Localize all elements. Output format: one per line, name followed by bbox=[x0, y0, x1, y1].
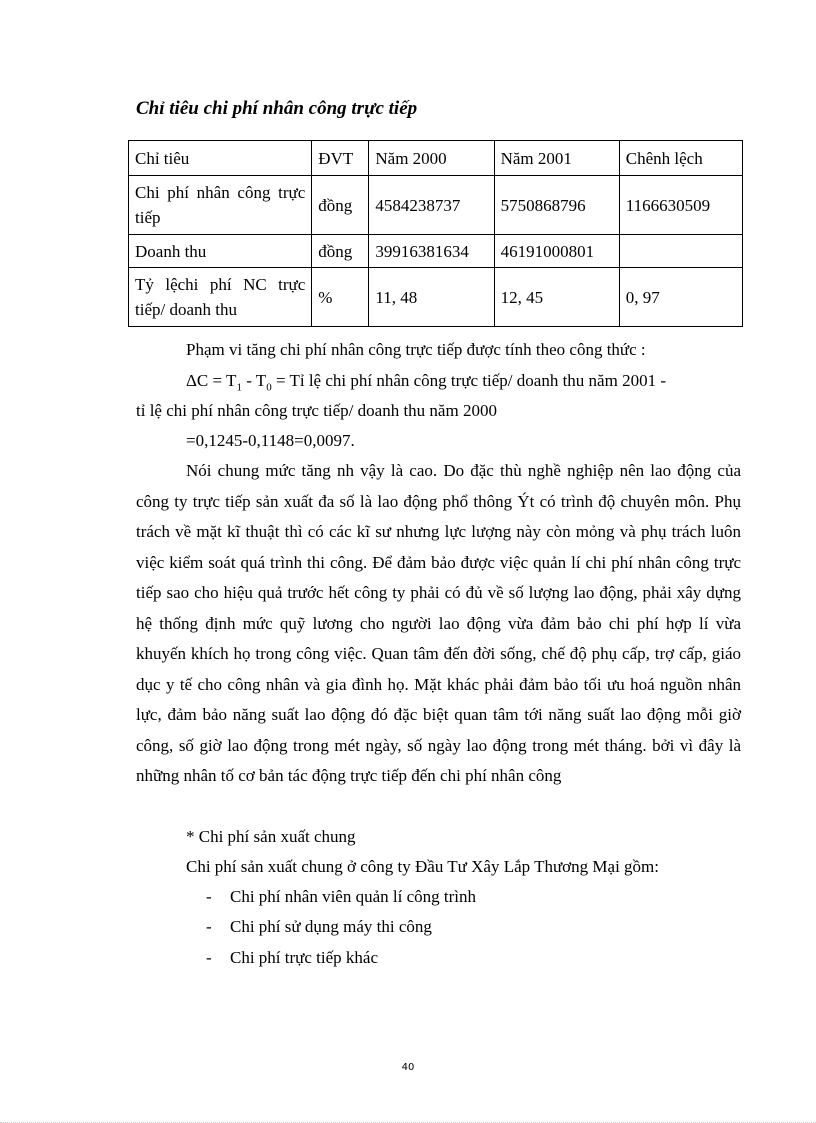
bullet-dash: - bbox=[206, 917, 212, 936]
table-cell: 39916381634 bbox=[369, 235, 494, 268]
labor-cost-table bbox=[128, 140, 743, 327]
list-item bbox=[206, 887, 476, 907]
table-row bbox=[129, 176, 743, 235]
table-header-cell: Năm 2000 bbox=[369, 141, 494, 176]
table-row bbox=[129, 268, 743, 327]
subscript-one: 1 bbox=[236, 381, 242, 394]
list-item bbox=[206, 948, 378, 968]
table-row bbox=[129, 235, 743, 268]
section-intro: Chi phí sản xuất chung ở công ty Đầu Tư Xây Lắp Thương Mại gồm: bbox=[186, 857, 659, 876]
minus-t-label: - T bbox=[241, 371, 267, 390]
bullet-dash: - bbox=[206, 948, 212, 967]
table-cell bbox=[619, 235, 742, 268]
section-heading: Chỉ tiêu chi phí nhân công trực tiếp bbox=[136, 98, 418, 119]
formula-equation-continuation: tỉ lệ chi phí nhân công trực tiếp/ doanh thu năm 2000 bbox=[136, 401, 497, 420]
equation-text: = Tỉ lệ chi phí nhân công trực tiếp/ doanh thu năm 2001 - bbox=[271, 371, 666, 390]
table-header-cell: Chênh lệch bbox=[619, 141, 742, 176]
formula-intro: Phạm vi tăng chi phí nhân công trực tiếp được tính theo công thức : bbox=[186, 340, 646, 359]
table-cell: 1166630509 bbox=[619, 176, 742, 235]
table-cell: đồng bbox=[312, 235, 369, 268]
delta-c-label: ΔC = T bbox=[186, 371, 237, 390]
bullet-dash: - bbox=[206, 887, 212, 906]
table-cell: 12, 45 bbox=[494, 268, 619, 327]
table-cell: Doanh thu bbox=[129, 235, 312, 268]
section-title: * Chi phí sản xuất chung bbox=[186, 827, 356, 846]
table-cell: Chi phí nhân công trực tiếp bbox=[129, 176, 312, 235]
page-number: 40 bbox=[401, 1062, 415, 1073]
table-cell: 46191000801 bbox=[494, 235, 619, 268]
table-cell: 5750868796 bbox=[494, 176, 619, 235]
subscript-zero: 0 bbox=[266, 381, 272, 394]
table-cell: đồng bbox=[312, 176, 369, 235]
table-cell: % bbox=[312, 268, 369, 327]
table-header-cell: Năm 2001 bbox=[494, 141, 619, 176]
list-item bbox=[206, 917, 432, 937]
table-header-row bbox=[129, 141, 743, 176]
list-item-text: Chi phí trực tiếp khác bbox=[230, 948, 379, 967]
table-header-cell: ĐVT bbox=[312, 141, 369, 176]
formula-result: =0,1245-0,1148=0,0097. bbox=[186, 431, 355, 450]
table-header-cell: Chỉ tiêu bbox=[129, 141, 312, 176]
body-paragraph: Nói chung mức tăng nh vậy là cao. Do đặc thù nghề nghiệp nên lao động của công ty trực tiếp sản xuất đa số là lao động phổ thông Ýt có trình độ chuyên môn. Phụ trách về mặt kĩ thuật thì có các kĩ sư nhưng lực lượng này còn mỏng và phụ trách luôn việc kiểm soát quá trình thi công. Để đảm bảo được việc quản lí chi phí nhân công trực tiếp sao cho hiệu quả trước hết công ty phải có đủ về số lượng lao động, phải xây dựng hệ thống định mức quỹ lương cho người lao động vừa đảm bảo chi phí hợp lí vừa khuyến khích họ trong công việc. Quan tâm đến đời sống, chế độ phụ cấp, trợ cấp, giáo dục y tế cho công nhân và gia đình họ. Mặt khác phải đảm bảo tối ưu hoá nguồn nhân lực, đảm bảo năng suất lao động đó đặc biệt quan tâm tới năng suất lao động mỗi giờ công, số giờ lao động trong mét ngày, số ngày lao động trong mét tháng. bởi vì đây là những nhân tố cơ bản tác động trực tiếp đến chi phí nhân công bbox=[136, 461, 741, 785]
table-cell: 11, 48 bbox=[369, 268, 494, 327]
table-cell: 4584238737 bbox=[369, 176, 494, 235]
list-item-text: Chi phí sử dụng máy thi công bbox=[230, 917, 432, 936]
table-cell: Tỷ lệchi phí NC trực tiếp/ doanh thu bbox=[129, 268, 312, 327]
table-cell: 0, 97 bbox=[619, 268, 742, 327]
list-item-text: Chi phí nhân viên quản lí công trình bbox=[230, 887, 476, 906]
formula-equation bbox=[186, 371, 666, 393]
